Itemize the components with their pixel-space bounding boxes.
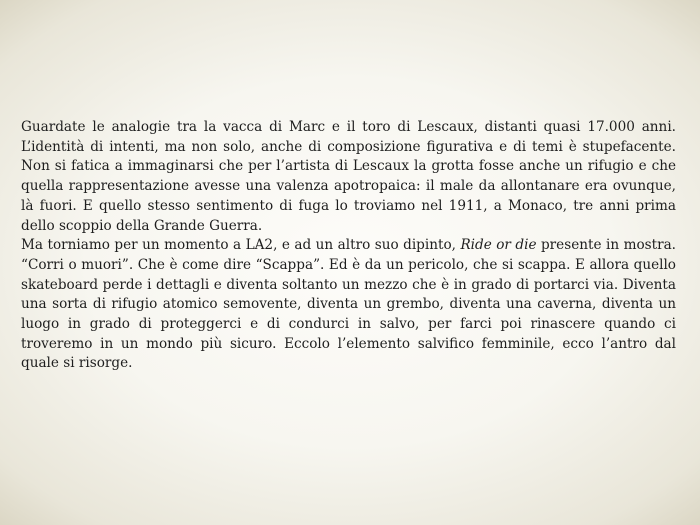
paragraph-2-rest: presente in mostra. “Corri o muori”. Che è come dire “Scappa”. Ed è da un pericolo, che si scappa. E allora quello skateboard perde i dettagli e diventa soltanto un mezzo che è in grado di portarci via. Diventa una sorta di rifugio atomico semovente, diventa un grembo, diventa una caverna, diventa un luogo in grado di proteggerci e di condurci in salvo, per farci poi rinascere quando ci troveremo in un mondo più sicuro. Eccolo l’elemento salvifico femminile, ecco l’antro dal quale si risorge.: [21, 237, 676, 372]
painting-title: Ride or die: [460, 237, 537, 254]
paragraph-1: Guardate le analogie tra la vacca di Marc e il toro di Lescaux, distanti quasi 17.000 anni. L’identità di intenti, ma non solo, anche di composizione figurativa e di temi è stupefacente. Non si fatica a immaginarsi che per l’artista di Lescaux la grotta fosse anche un rifugio e che quella rappresentazione avesse una valenza apotropaica: il male da allontanare era ovunque, là fuori. E quello stesso sentimento di fuga lo troviamo nel 1911, a Monaco, tre anni prima dello scoppio della Grande Guerra.: [21, 119, 676, 234]
slide-text-block: [21, 118, 676, 374]
paragraph-2-intro: Ma torniamo per un momento a LA2, e ad un altro suo dipinto,: [21, 237, 461, 254]
paragraph-2: [21, 236, 676, 374]
